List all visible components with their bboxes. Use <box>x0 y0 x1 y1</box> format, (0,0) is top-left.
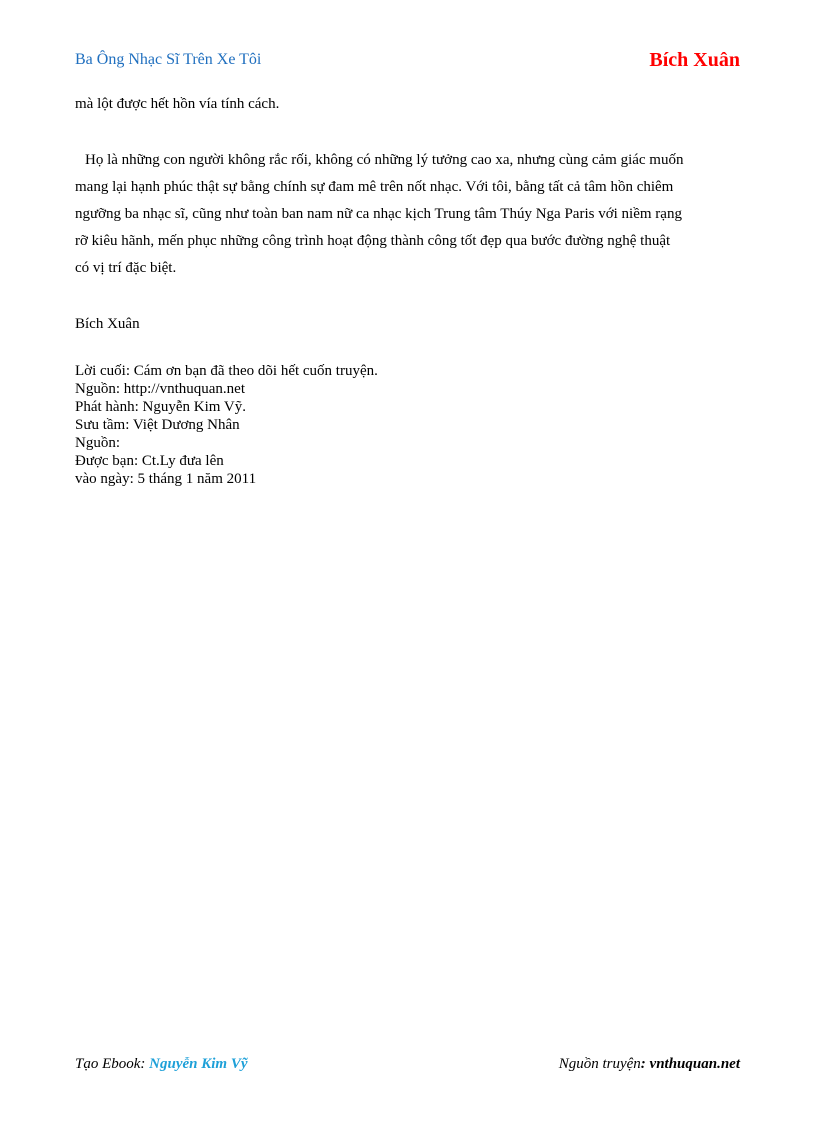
footer-source-label: Nguồn truyện <box>558 1056 641 1072</box>
header-author: Bích Xuân <box>649 49 740 71</box>
credit-line: Nguồn: http://vnthuquan.net <box>75 381 245 397</box>
credit-line: Được bạn: Ct.Ly đưa lên <box>75 453 224 469</box>
paragraph-line: Họ là những con người không rắc rối, không có những lý tưởng cao xa, nhưng cùng cảm giác muốn <box>85 152 684 168</box>
footer-separator: : <box>140 1056 150 1072</box>
paragraph-line: ngưỡng ba nhạc sĩ, cũng như toàn ban nam nữ ca nhạc kịch Trung tâm Thúy Nga Paris với niềm rạng <box>75 206 682 222</box>
credit-line: vào ngày: 5 tháng 1 năm 2011 <box>75 471 257 487</box>
credit-line: Nguồn: <box>75 435 120 451</box>
header-title: Ba Ông Nhạc Sĩ Trên Xe Tôi <box>75 51 262 68</box>
footer-source <box>559 1056 740 1073</box>
body-paragraph <box>75 147 743 282</box>
footer-ebook-credit <box>75 1056 248 1073</box>
footer-ebook-author: Nguyễn Kim Vỹ <box>149 1056 248 1072</box>
footer-source-site: vnthuquan.net <box>649 1056 740 1072</box>
footer-separator: : <box>640 1056 650 1072</box>
paragraph-line: mang lại hạnh phúc thật sự bằng chính sự đam mê trên nốt nhạc. Với tôi, bằng tất cả tâm hồn chiêm <box>75 179 674 195</box>
paragraph-line: có vị trí đặc biệt. <box>75 260 177 276</box>
credit-line: Sưu tầm: Việt Dương Nhân <box>75 417 240 433</box>
credit-line: Lời cuối: Cám ơn bạn đã theo dõi hết cuốn truyện. <box>75 363 378 379</box>
signature: Bích Xuân <box>75 316 140 332</box>
credits-block <box>75 362 378 488</box>
carry-over-line: mà lột được hết hồn vía tính cách. <box>75 96 280 112</box>
credit-line: Phát hành: Nguyễn Kim Vỹ. <box>75 399 246 415</box>
footer-ebook-label: Tạo Ebook <box>75 1056 141 1072</box>
paragraph-line: rỡ kiêu hãnh, mến phục những công trình hoạt động thành công tốt đẹp qua bước đường nghệ thuật <box>75 233 671 249</box>
